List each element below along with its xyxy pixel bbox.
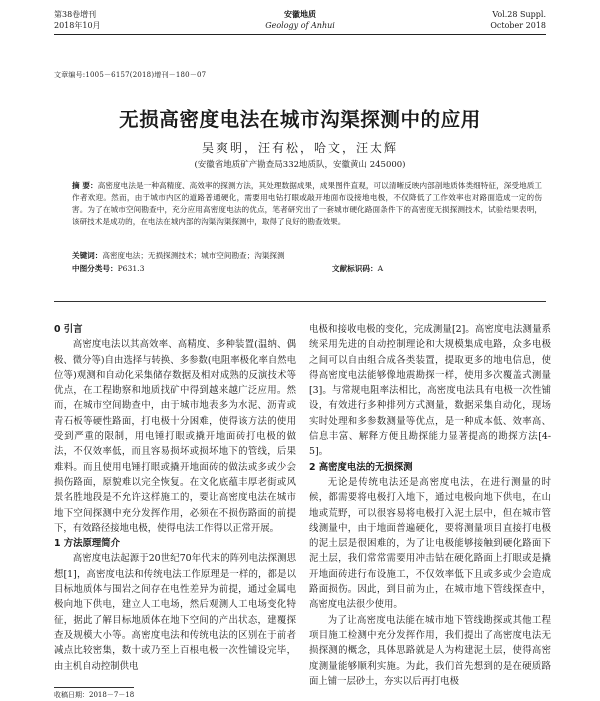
abstract-divider bbox=[54, 301, 546, 302]
right-column bbox=[309, 322, 551, 689]
journal-en: Geology of Anhui bbox=[265, 21, 335, 30]
method-paragraph: 高密度电法起源于20世纪70年代末的阵列电法探测思想[1]，高密度电法和传统电法工作原理是一样的，都是以目标地质体与围岩之间存在电性差异为前提，通过金属电极向地下供电，建立人工电场，然后观测人工电场变化特征，据此了解目标地质体在地下空间的产出状态，建覆探查及规模大小等。高密度电法和传统电法的区别在于前者减点比较密集，数十或乃至上百根电极一次性铺设完毕，由主机自动控制供电 bbox=[54, 553, 296, 672]
footnote-rule bbox=[54, 687, 134, 688]
section-nondestructive-heading: 2 高密度电法的无损探测 bbox=[309, 461, 413, 473]
date-cn: 2018年10月 bbox=[54, 21, 101, 30]
classification bbox=[72, 263, 542, 274]
section-intro-heading: 0 引言 bbox=[54, 324, 83, 335]
section-method-heading: 1 方法原理简介 bbox=[54, 538, 121, 550]
journal-cn: 安徽地质 bbox=[284, 9, 316, 19]
running-header bbox=[54, 8, 546, 35]
clc-label: 中图分类号： bbox=[72, 264, 118, 273]
abstract-text: 高密度电法是一种高精度、高效率的探测方法，其处理数据成果，成果图件直观，可以清晰反映内部剖地质体类细特征，深受地质工作者欢迎。然而，由于城市内区的道路普通硬化，需要用电钻打眼或敲开地面布设接地电极，不仅降低了工作效率也对路面造成一定的伤害。为了在城市空间勘查中，充分应用高密度电法的优点，笔者研究出了一套城市硬化路面条件下的高密度无损探测技术，试验结果表明，该研技术是成功的，在电法在城内部的沟渠沟渠探测中，取得了良好的勘查效果。 bbox=[72, 181, 542, 226]
authors: 吴爽明，汪有松，哈文，汪太辉 bbox=[201, 141, 398, 155]
paper-title: 无损高密度电法在城市沟渠探测中的应用 bbox=[119, 108, 481, 131]
doc-code: A bbox=[377, 264, 384, 273]
method-paragraph-cont: 电极和接收电极的变化，完成测量[2]。高密度电法测量系统采用先进的自动控制理论和大规模集成电路，众多电极之间可以自由组合成各类装置，提取更多的地电信息，使得高密度电法能够像地震勘探一样，使用多次覆盖式测量[3]。与常规电阻率法相比，高密度电法具有电极一次性铺设，有效进行多种排列方式测量，数据采集自动化，现场实时处理和多参数测量等优点，是一种成本低、效率高、信息丰富、解释方便且勘探能力显著提高的勘探方法[4-5]。 bbox=[309, 324, 551, 458]
doc-code-label: 文献标识码： bbox=[332, 264, 378, 273]
left-column bbox=[54, 322, 296, 674]
affiliation: (安徽省地质矿产勘查局332地质队，安徽黄山 245000) bbox=[194, 160, 406, 170]
abstract-label: 摘 要： bbox=[72, 181, 98, 190]
abstract bbox=[72, 180, 542, 228]
article-number: 文章编号:1005－6157(2018)增刊－180－07 bbox=[54, 71, 207, 79]
received-date: 收稿日期：2018－7－18 bbox=[54, 691, 135, 699]
volume-cn: 第38卷增刊 bbox=[54, 10, 97, 19]
clc-code: P631.3 bbox=[117, 264, 145, 273]
keywords-label: 关键词： bbox=[72, 251, 103, 260]
nondestructive-paragraph-1: 无论是传统电法还是高密度电法，在进行测量的时候，都需要将电极打入地下，通过电极向地下供电，在山地或荒野，可以很容易将电极打入泥土层中，但在城市管线测量中，由于地面普遍硬化，要将测量项目直接打电极的泥土层是很困难的，为了让电极能够接触到硬化路面下泥土层，我们常常需要用冲击钻在硬化路面上打眼或是撬开地面砖进行布设施工，不仅效率低下且或多或少会造成路面损伤。因此，到目前为止，在城市地下管线探查中，高密度电法很少使用。 bbox=[309, 476, 551, 611]
nondestructive-paragraph-2: 为了让高密度电法能在城市地下管线勘探或其他工程项目施工检测中充分发挥作用，我们提出了高密度电法无损探测的概念，具体思路就是人为构建泥土层，使得高密度测量能够顺利实施。为此，我们首先想到的是在硬质路面上铺一层砂土，夯实以后再打电极 bbox=[309, 614, 551, 687]
volume-en: Vol.28 Suppl. bbox=[492, 10, 546, 19]
date-en: October 2018 bbox=[490, 21, 546, 30]
header-right bbox=[490, 9, 546, 31]
intro-paragraph: 高密度电法以其高效率、高精度、多种装置(温纳、偶极、微分等)自由选择与转换、多参数(电阻率极化率自然电位等)观测和自动化采集储存数据及相对成熟的反演技术等优点，在工程勘察和地质找矿中得到越来越广泛应用。然而，在城市空间勘查中，由于城市地表多为水泥、沥青或青石板等硬性路面，打电极十分困难，使得该方法的使用受到严重的限制，用电锤打眼或撬开地面砖打电极的做法，不仅效率低，而且容易损坏或损坏地下的管线，后果难料。而且使用电锤打眼或撬开地面砖的做法或多或少会损伤路面，原貌难以完全恢复。在文化底蕴丰厚老街或风景名胜地段是不允许这样施工的，要让高密度电法在城市地下空间探测中充分发挥作用，必须在不损伤路面的前提下，有效路径接地电极，使得电法工作得以正常开展。 bbox=[54, 339, 296, 534]
keywords-text: 高密度电法；无损探测技术；城市空间勘查；沟渠探测 bbox=[102, 251, 285, 260]
header-center bbox=[54, 9, 546, 31]
keywords bbox=[72, 250, 542, 261]
